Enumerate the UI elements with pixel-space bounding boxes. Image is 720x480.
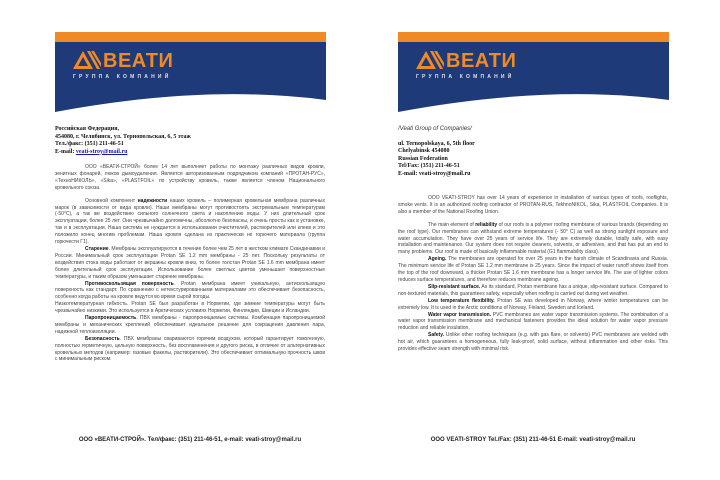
email-label: E-mail: (55, 148, 76, 155)
paragraph-text: of our roofs is a polymer roofing membrane of various brands (depending on the roof type). Our membranes can withstand extreme temperatures (- 50° C) as well as strong sunlight exposure and water accumulation. They have over 25 years of service life. They are extremely durable, totally safe, with easy installation and maintenance. Our system does not require cleaners, solvents, or adhesives, and that has put an end to many problems. Our roof is made of basically inflammable material (G1 flammability class). (398, 221, 669, 256)
letter-body (398, 195, 668, 353)
paragraph-ageing (398, 256, 668, 284)
banner-graphic (398, 32, 669, 112)
company-address (55, 126, 191, 156)
logo-tagline: ГРУППА КОМПАНИЙ (416, 74, 515, 80)
paragraph-heading: Low temperature flexibility. (428, 297, 495, 304)
address-line: ul. Ternopolskaya, 6, 5th floor (398, 140, 475, 147)
banner-graphic (55, 32, 326, 112)
logo-triangle-icon (416, 51, 444, 69)
paragraph-text: Protan SE was developed in Norway, where winter temperatures can be extremely low. It is used in the Arctic conditions of Norway, Finland, Sweden and Iceland. (398, 297, 668, 311)
paragraph-intro (398, 195, 668, 216)
paragraph-heading: надежности (137, 197, 168, 204)
paragraph-reliability (55, 198, 325, 246)
paragraph-text: As its standard, Protan membrane has a unique, slip-resistant surface. Compared to non-textured materials, this guarantees safety, especially when roofing is carried out during wet weather. (398, 283, 668, 297)
letter-footer: ООО «ВЕАТИ-СТРОЙ». Тел/факс: (351) 211-46-51, e-mail: veati-stroy@mail.ru (78, 437, 302, 443)
paragraph-text: Unlike other roofing techniques (e.g. with gas flare, or solvents) PVC membranes are welded with hot air, which guarantees a homogeneous, fully leak-proof, solid surface, without inflammation and other risks. This provides effective seam strength with minimal risk. (398, 332, 668, 353)
paragraph-flexibility (55, 301, 325, 315)
paragraph-text: OOO VEATI-STROY has over 14 years of experience in installation of various types of roofs, rooflights, smoke vents. It is an authorized roofing contractor of PROTAN-RUS, TekhnoNIKOL, Sika, PLASTFOIL Companies. It is also a member of the National Roofing Union. (398, 195, 668, 215)
paragraph-flexibility (398, 298, 668, 312)
paragraph-text: The main element of (428, 221, 476, 228)
paragraph-heading: Старение (85, 245, 109, 252)
paragraph-safety (398, 332, 668, 353)
paragraph-text: . ПВХ мембраны свариваются горячим воздухом, который гарантирует гомогенную, полностью герметичную, цельную поверхность, без воспламенения и другого риска, в отличие от альтернативных кровельных методов (например: газовые факелы, растворители). Это обеспечивает оптимальную прочность швов с минимальным риском. (55, 335, 325, 363)
paragraph-text: . ПВХ мембраны - паропроницаемые системы. Комбинация паропроницаемой мембраны и механических креплений обеспечивает идеальное решение для сокращения давления пара, надежной теплоизоляции. (55, 315, 325, 335)
letter-footer: OOO VEATI-STROY Tel./Fax: (351) 211-46-51 E-mail: veati-stroy@mail.ru (430, 437, 636, 443)
logo-wordmark: ВЕАТИ (446, 50, 517, 72)
letterhead-banner (55, 32, 326, 112)
paragraph-heading: Ageing. (428, 256, 447, 263)
company-address (398, 126, 475, 179)
paragraph-text: PVC membranes are water vapor transmission systems. The combination of a water vapor transmission membrane and mechanical fasteners provides the ideal solution for water vapor pressure reduction and reliable insulation. (398, 311, 668, 332)
logo-tagline: ГРУППА КОМПАНИЙ (73, 74, 172, 80)
paragraph-heading: reliability (475, 221, 498, 228)
paragraph-text: ООО «ВЕАТИ-СТРОЙ» более 14 лет выполняет работы по монтажу различных видов кровли, зенитных фонарей, люков дымоудаления. Является авторизованным подрядчиком компаний «ПРОТАН-РУС», «ТехноНИКОЛЬ», «Sika», «PLASTFOIL» по устройству кровель, также является членом Национального кровельного союза. (55, 164, 325, 191)
logo-triangle-icon (73, 51, 101, 69)
paragraph-vapor (398, 312, 668, 333)
address-line: Chelyabinsk 454080 (398, 148, 450, 155)
paragraph-text: . Protan мембрана имеет уникальную, антискользящую поверхность как стандарт. По сравнению с нетекстурированными материалами это обеспечивает безопасность, особенно когда работы на кровле ведутся во время сырой погоды. (55, 280, 325, 301)
paragraph-heading: Безопасность (85, 335, 120, 342)
paragraph-heading: Water vapor transmission. (428, 311, 492, 318)
paragraph-heading: Safety. (428, 332, 445, 339)
paragraph-text: The membranes are operated for over 25 years in the harsh climate of Scandinavia and Russia. The minimum service life of Protan SE 1.2 mm membrane is 25 years. Since the impact of water runoff shows itself from the top of the roof downward, a thicker Protan SE 1.6 mm membrane has a longer service life. The use of lighter colors reduces surface temperatures, and therefore reduces membrane ageing. (398, 256, 668, 283)
paragraph-heading: Slip-resistant surface. (428, 283, 481, 290)
letterhead-page-english (383, 0, 683, 480)
logo-wordmark: ВЕАТИ (103, 50, 174, 72)
letterhead-page-russian (40, 0, 340, 480)
paragraph-vapor (55, 315, 325, 336)
paragraph-safety (55, 336, 325, 364)
address-line: Российская Федерация, (55, 126, 119, 132)
email-line (55, 149, 191, 157)
paragraph-ageing (55, 246, 325, 281)
address-line: E-mail: veati-stroy@mail.ru (398, 170, 471, 177)
letter-body (55, 164, 325, 363)
paragraph-text: Низкотемпературная гибкость. Protan SE был разработан в Норвегии, где зимние температуры могут быть чрезвычайно низкими. Это используется в Арктических условиях Норвегии, Финляндии, Швеции и Исландии. (55, 301, 325, 315)
paragraph-text: Основной компонент (85, 197, 138, 204)
paragraph-slip (55, 281, 325, 302)
group-line: /Veati Group of Companies/ (398, 126, 472, 132)
address-line: Тел./факс: (351) 211-46-51 (55, 141, 124, 148)
address-line: Russian Federation (398, 155, 448, 162)
email-link[interactable]: veati-stroy@mail.ru (75, 148, 128, 155)
paragraph-text: наших кровель – полимерная кровельная мембрана различных марок (в зависимости от вида кровли). Наши мембраны могут противостоять экстремальным температурам (-50°C), а так же воздействию сильного солнечного света и накоплению воды. У них длительный срок эксплуатации, более 25 лет. Они чрезвычайно долговечны, абсолютно безопасны, и очень просты как в установке, так и в эксплуатации. Наша система не нуждается в использовании очистителей, растворителей или клеев и это положило конец многим проблемам. Наша кровля сделана из практически не горючего материала (группа горючести Г1). (55, 197, 326, 246)
address-line: 454080, г. Челябинск, ул. Тернопольская, 6, 5 этаж (55, 133, 191, 140)
paragraph-intro (55, 164, 325, 192)
paragraph-heading: Паропроницаемость (85, 315, 137, 322)
paragraph-slip (398, 284, 668, 298)
paragraph-heading: Противоскользящая поверхность (85, 280, 174, 287)
paragraph-reliability (398, 222, 668, 257)
address-line: Tel/Fax: (351) 211-46-51 (398, 163, 460, 170)
letterhead-banner (398, 32, 669, 112)
paragraph-text: . Мембраны эксплуатируются в течение более чем 25 лет в жестком климате Скандинавии и России. Минимальный срок эксплуатации Protan SE 1.2 mm мембраны - 25 лет. Поскольку результаты от воздействия стока воды работают от вершины кровли вниз, то более толстая Protan SE 1.6 mm мембрана имеет более длительный срок эксплуатации. Использование более светлых цветов уменьшает поверхностные температуры, и таким образом уменьшает старение мембраны. (55, 245, 325, 280)
